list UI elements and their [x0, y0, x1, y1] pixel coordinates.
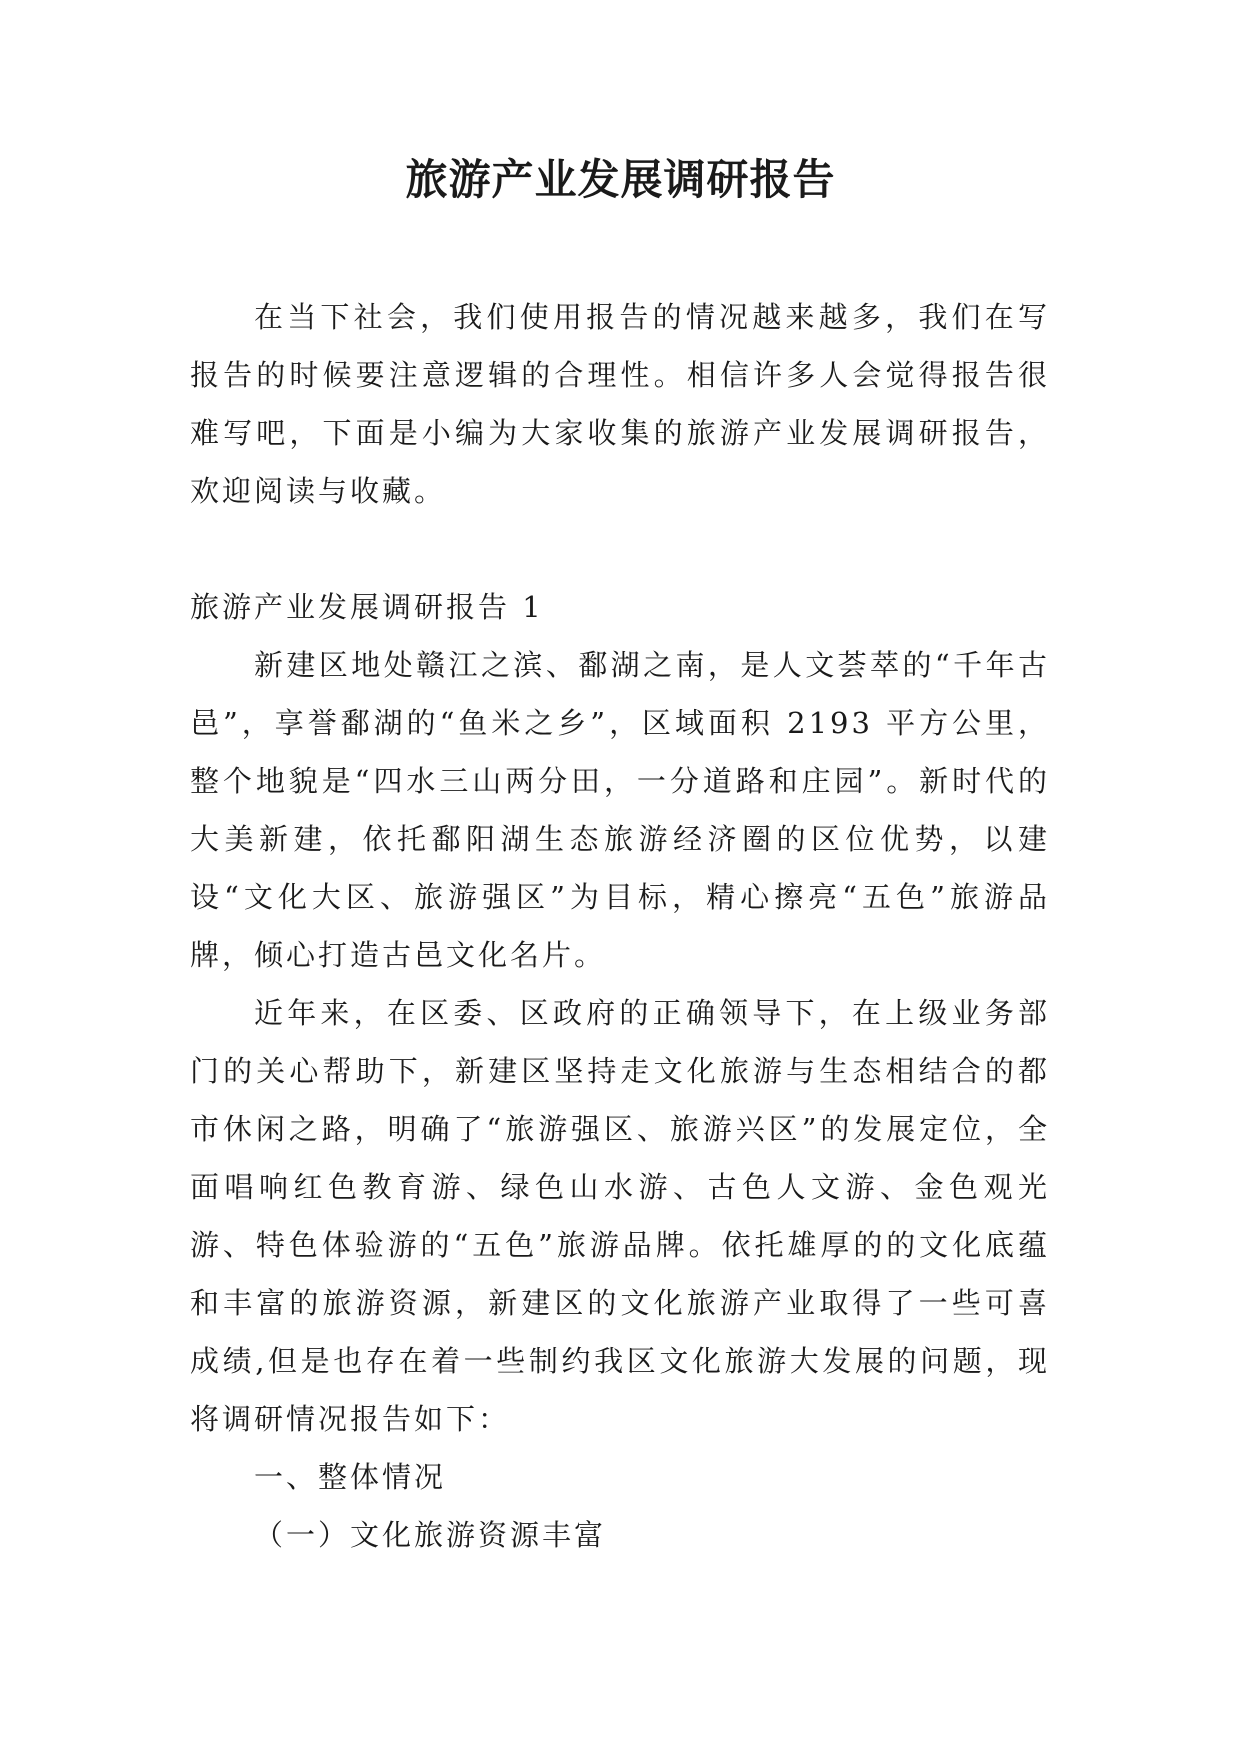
body-paragraph-2: 近年来，在区委、区政府的正确领导下，在上级业务部门的关心帮助下，新建区坚持走文化旅游与生态相结合的都市休闲之路，明确了“旅游强区、旅游兴区”的发展定位，全面唱响红色教育游、绿色山水游、古色人文游、金色观光游、特色体验游的“五色”旅游品牌。依托雄厚的的文化底蕴和丰富的旅游资源，新建区的文化旅游产业取得了一些可喜成绩,但是也存在着一些制约我区文化旅游大发展的问题，现将调研情况报告如下：	[190, 996, 1050, 1436]
section-title: 旅游产业发展调研报告 1	[190, 590, 544, 624]
body-paragraph-1: 新建区地处赣江之滨、鄱湖之南，是人文荟萃的“千年古邑”，享誉鄱湖的“鱼米之乡”，区域面积 2193 平方公里，整个地貌是“四水三山两分田，一分道路和庄园”。新时代的大美新建，依托鄱阳湖生态旅游经济圈的区位优势，以建设“文化大区、旅游强区”为目标，精心擦亮“五色”旅游品牌，倾心打造古邑文化名片。	[190, 648, 1050, 972]
document-title: 旅游产业发展调研报告	[405, 155, 836, 204]
heading-overall-situation: 一、整体情况	[254, 1460, 447, 1494]
heading-cultural-resources: （一）文化旅游资源丰富	[254, 1518, 607, 1552]
intro-paragraph: 在当下社会，我们使用报告的情况越来越多，我们在写报告的时候要注意逻辑的合理性。相信许多人会觉得报告很难写吧，下面是小编为大家收集的旅游产业发展调研报告，欢迎阅读与收藏。	[190, 300, 1050, 508]
